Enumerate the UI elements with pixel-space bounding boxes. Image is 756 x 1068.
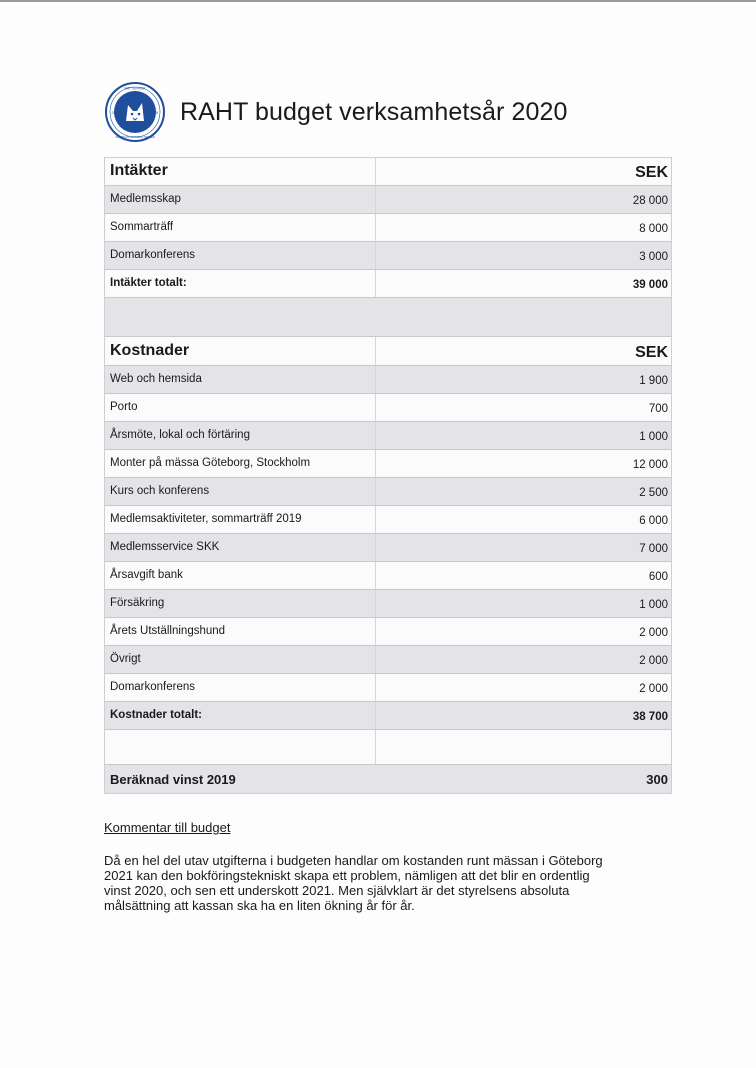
column-divider: [375, 366, 376, 393]
document-header: [104, 80, 567, 144]
cost-row: [104, 478, 672, 506]
raht-logo-icon: [104, 81, 166, 143]
section-spacer: [104, 298, 672, 337]
income-total-label: Intäkter totalt:: [110, 277, 187, 289]
cost-row-label: Porto: [110, 401, 138, 413]
column-divider: [375, 506, 376, 533]
cost-row: [104, 646, 672, 674]
column-divider: [375, 337, 376, 365]
column-divider: [375, 646, 376, 673]
cost-row: [104, 534, 672, 562]
cost-row-label: Årsmöte, lokal och förtäring: [110, 429, 250, 441]
cost-row: [104, 506, 672, 534]
income-row-label: Domarkonferens: [110, 249, 196, 261]
column-divider: [375, 534, 376, 561]
column-divider: [375, 186, 376, 213]
budget-table: [104, 157, 672, 794]
scan-top-edge: [0, 0, 756, 2]
cost-row-amount: 2 000: [639, 683, 668, 695]
cost-row-amount: 6 000: [639, 515, 668, 527]
column-divider: [375, 618, 376, 645]
comment-line: 2021 kan den bokföringstekniskt skapa ett problem, nämligen att det blir en ordentlig: [104, 868, 590, 883]
section-spacer: [104, 730, 672, 765]
column-divider: [375, 702, 376, 729]
cost-row-label: Medlemsservice SKK: [110, 541, 220, 553]
logo-year-right: 15: [153, 110, 158, 115]
income-header-row: [104, 157, 672, 186]
comment-line: vinst 2020, och sen ett underskott 2021. Men självklart är det styrelsens absoluta: [104, 883, 570, 898]
profit-amount: 300: [646, 772, 668, 787]
column-divider: [375, 478, 376, 505]
costs-header-row: [104, 337, 672, 366]
column-divider: [375, 270, 376, 297]
cost-row-amount: 1 000: [639, 599, 668, 611]
costs-total-row: [104, 702, 672, 730]
cost-row-label: Monter på mässa Göteborg, Stockholm: [110, 457, 311, 469]
income-row: [104, 242, 672, 270]
column-divider: [375, 214, 376, 241]
column-divider: [375, 157, 376, 185]
column-divider: [375, 450, 376, 477]
profit-label: Beräknad vinst 2019: [110, 772, 236, 787]
income-row-amount: 28 000: [632, 195, 668, 207]
page-title: RAHT budget verksamhetsår 2020: [180, 97, 568, 126]
cost-row-label: Domarkonferens: [110, 681, 196, 693]
income-row: [104, 186, 672, 214]
column-divider: [375, 730, 376, 764]
income-row-label: Sommarträff: [110, 221, 174, 233]
column-divider: [375, 562, 376, 589]
cost-row-amount: 600: [648, 571, 668, 583]
column-divider: [375, 674, 376, 701]
logo-ring-text-top: RAT TERRIER: [124, 86, 146, 91]
cost-row: [104, 618, 672, 646]
cost-row-amount: 2 000: [639, 655, 668, 667]
cost-row: [104, 562, 672, 590]
comment-body: [104, 853, 684, 913]
income-total-amount: 39 000: [632, 279, 668, 291]
cost-row-amount: 1 000: [639, 431, 668, 443]
costs-total-label: Kostnader totalt:: [110, 709, 202, 721]
costs-currency: SEK: [635, 344, 668, 361]
costs-total-amount: 38 700: [632, 711, 668, 723]
costs-heading: Kostnader: [110, 342, 190, 359]
cost-row-amount: 2 500: [639, 487, 668, 499]
cost-row-label: Årsavgift bank: [110, 569, 183, 581]
comment-line: målsättning att kassan ska ha en liten ökning år för år.: [104, 898, 415, 913]
income-row-amount: 3 000: [639, 251, 668, 263]
column-divider: [375, 242, 376, 269]
cost-row-amount: 2 000: [639, 627, 668, 639]
logo-ring-text-bottom: AMERICAN HAIRLESS TERRIER: [115, 136, 155, 139]
cost-row: [104, 450, 672, 478]
comment-line: Då en hel del utav utgifterna i budgeten handlar om kostanden runt mässan i Göteborg: [104, 853, 603, 868]
column-divider: [375, 394, 376, 421]
column-divider: [375, 422, 376, 449]
income-heading: Intäkter: [110, 162, 168, 179]
cost-row-label: Web och hemsida: [110, 373, 202, 385]
cost-row-label: Försäkring: [110, 597, 165, 609]
cost-row-label: Medlemsaktiviteter, sommarträff 2019: [110, 513, 302, 525]
cost-row-label: Kurs och konferens: [110, 485, 210, 497]
cost-row-amount: 12 000: [632, 459, 668, 471]
cost-row-amount: 7 000: [639, 543, 668, 555]
column-divider: [375, 590, 376, 617]
cost-row-amount: 1 900: [639, 375, 668, 387]
cost-row-label: Årets Utställningshund: [110, 625, 226, 637]
income-row: [104, 214, 672, 242]
budget-comment: [104, 820, 684, 913]
cost-row-amount: 700: [648, 403, 668, 415]
cost-row: [104, 590, 672, 618]
income-row-label: Medlemsskap: [110, 193, 181, 205]
cost-row: [104, 394, 672, 422]
income-total-row: [104, 270, 672, 298]
profit-row: [104, 765, 672, 794]
cost-row: [104, 674, 672, 702]
cost-row: [104, 422, 672, 450]
logo-year-left: 20: [111, 110, 116, 115]
cost-row-label: Övrigt: [110, 653, 141, 665]
cost-row: [104, 366, 672, 394]
income-currency: SEK: [635, 164, 668, 181]
comment-title: Kommentar till budget: [104, 820, 231, 835]
income-row-amount: 8 000: [639, 223, 668, 235]
